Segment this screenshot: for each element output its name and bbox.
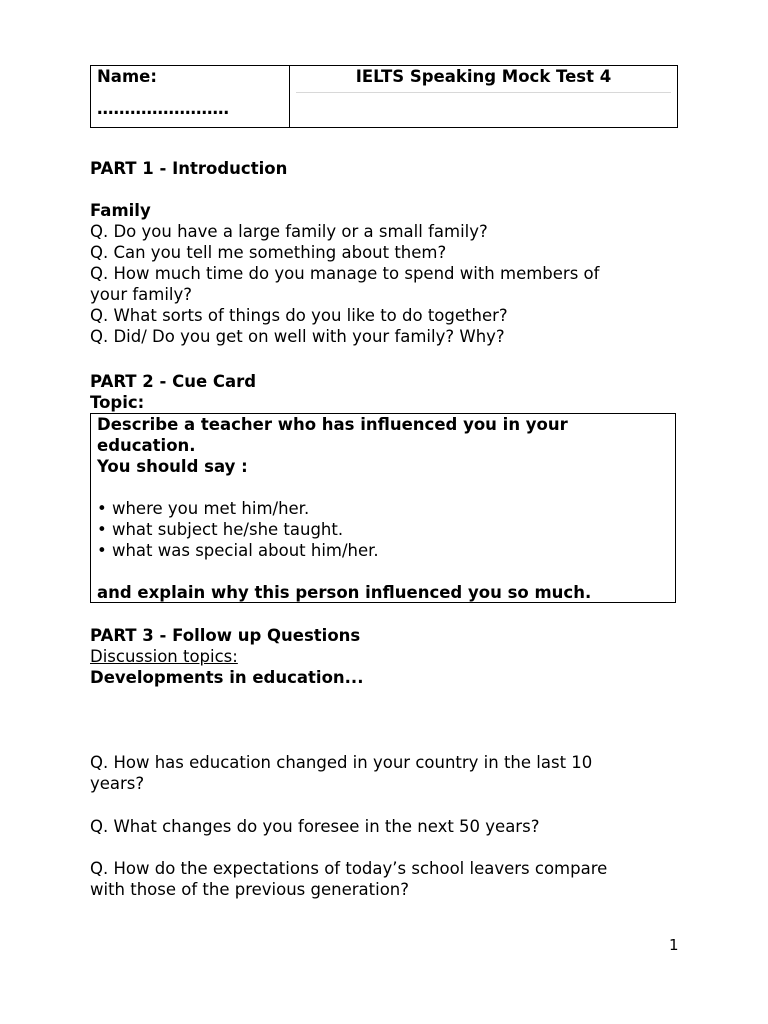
cue-bullet: • where you met him/her.: [97, 499, 310, 518]
question-line: Q. Can you tell me something about them?: [90, 243, 447, 262]
question-line: Q. How do the expectations of today’s school leavers compare: [90, 859, 608, 878]
cue-bullet: • what subject he/she taught.: [97, 520, 344, 539]
part2-section: [90, 371, 680, 413]
name-label: Name:: [97, 67, 157, 86]
page-number: 1: [669, 936, 679, 954]
cue-bullet: • what was special about him/her.: [97, 541, 379, 560]
name-blank: ……………………: [97, 99, 229, 118]
question-line: Q. How has education changed in your country in the last 10: [90, 753, 593, 772]
part3-section: [90, 625, 680, 688]
part3-heading: PART 3 - Follow up Questions: [90, 626, 361, 645]
part1-heading: PART 1 - Introduction: [90, 159, 288, 178]
name-cell: [91, 66, 290, 127]
question-line: Q. Do you have a large family or a small family?: [90, 222, 488, 241]
cue-card-box: [90, 413, 676, 603]
part2-topic-label: Topic:: [90, 393, 145, 412]
part3-subtopic: Developments in education...: [90, 668, 364, 687]
header-table: [90, 65, 678, 128]
part3-question: [90, 816, 680, 837]
question-line: your family?: [90, 285, 193, 304]
question-line: Q. What sorts of things do you like to do together?: [90, 306, 508, 325]
question-line: Q. How much time do you manage to spend with members of: [90, 264, 600, 283]
spacer: [90, 179, 680, 200]
test-title: IELTS Speaking Mock Test 4: [355, 67, 612, 86]
title-divider: [296, 92, 671, 93]
title-cell: [290, 66, 677, 127]
part1-topic: Family: [90, 201, 151, 220]
cue-line: education.: [97, 436, 196, 455]
part1-section: [90, 158, 680, 347]
question-line: Q. Did/ Do you get on well with your family? Why?: [90, 327, 505, 346]
spacer: [97, 561, 675, 582]
spacer: [97, 477, 675, 498]
question-line: Q. What changes do you foresee in the next 50 years?: [90, 817, 540, 836]
part3-question: [90, 752, 680, 794]
discussion-label: Discussion topics:: [90, 647, 238, 666]
cue-closing: and explain why this person influenced you so much.: [97, 583, 592, 602]
part2-heading: PART 2 - Cue Card: [90, 372, 257, 391]
cue-line: You should say :: [97, 457, 248, 476]
question-line: years?: [90, 774, 145, 793]
question-line: with those of the previous generation?: [90, 880, 410, 899]
part3-question: [90, 858, 680, 900]
cue-line: Describe a teacher who has influenced you in your: [97, 415, 568, 434]
